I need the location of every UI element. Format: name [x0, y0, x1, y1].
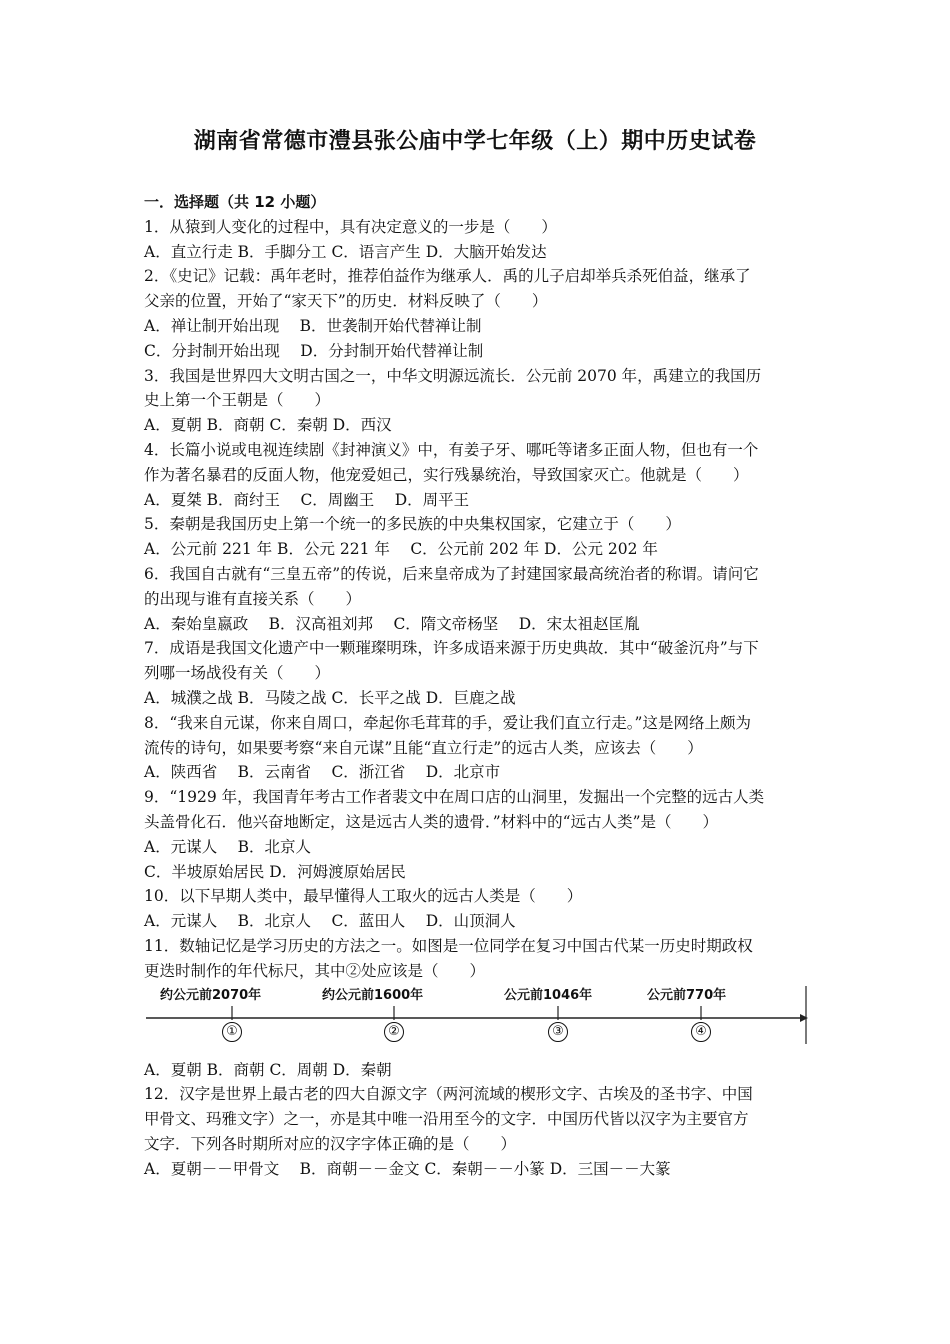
question-2 — [144, 264, 812, 363]
question-stem: 父亲的位置，开始了“家天下”的历史．材料反映了（ ） — [144, 292, 548, 311]
question-options: A．元谋人 B．北京人 C．蓝田人 D．山顶洞人 — [144, 912, 516, 931]
exam-title: 湖南省常德市澧县张公庙中学七年级（上）期中历史试卷 — [193, 129, 757, 154]
question-stem: 的出现与谁有直接关系（ ） — [144, 589, 362, 608]
question-stem: 6．我国自古就有“三皇五帝”的传说，后来皇帝成为了封建国家最高统治者的称谓。请问它 — [144, 564, 759, 583]
question-options: A．禅让制开始出现 B．世袭制开始代替禅让制 — [144, 316, 482, 335]
question-11 — [144, 934, 812, 1082]
timeline-figure — [144, 984, 810, 1048]
question-stem: 流传的诗句，如果要考察“来自元谋”且能“直立行走”的远古人类，应该去（ ） — [144, 738, 703, 757]
question-8 — [144, 711, 812, 785]
question-stem: 更迭时制作的年代标尺，其中②处应该是（ ） — [144, 961, 486, 980]
question-stem: 9．“1929 年，我国青年考古工作者裴文中在周口店的山洞里，发掘出一个完整的远古人类 — [144, 788, 765, 807]
timeline-marker-3: ③ — [548, 1022, 568, 1042]
question-10 — [144, 884, 812, 934]
question-options: A．公元前 221 年 B．公元 221 年 C．公元前 202 年 D．公元 202 年 — [144, 540, 658, 559]
timeline-label-1: 约公元前2070年 — [160, 987, 262, 1003]
question-options: A．陕西省 B．云南省 C．浙江省 D．北京市 — [144, 763, 501, 782]
timeline-arrow-head — [800, 1014, 808, 1022]
question-6 — [144, 562, 812, 636]
question-stem: 5．秦朝是我国历史上第一个统一的多民族的中央集权国家，它建立于（ ） — [144, 515, 681, 534]
question-stem: 3．我国是世界四大文明古国之一，中华文明源远流长．公元前 2070 年，禹建立的我国历 — [144, 366, 762, 385]
question-options: A．夏朝 B．商朝 C．秦朝 D．西汉 — [144, 416, 392, 435]
timeline-marker-1: ① — [222, 1022, 242, 1042]
section-heading: 一．选择题（共 12 小题） — [144, 193, 326, 211]
timeline-marker-4: ④ — [691, 1022, 711, 1042]
question-stem: 2．《史记》记载：禹年老时，推荐伯益作为继承人．禹的儿子启却举兵杀死伯益，继承了 — [144, 267, 751, 286]
question-options: A．直立行走 B．手脚分工 C．语言产生 D．大脑开始发达 — [144, 242, 547, 261]
timeline-label-3: 公元前1046年 — [504, 987, 593, 1003]
question-1 — [144, 215, 812, 265]
question-options: C．分封制开始出现 D．分封制开始代替禅让制 — [144, 341, 484, 360]
timeline-label-4: 公元前770年 — [647, 987, 727, 1003]
question-stem: 11．数轴记忆是学习历史的方法之一。如图是一位同学在复习中国古代某一历史时期政权 — [144, 936, 753, 955]
question-3 — [144, 364, 812, 438]
timeline-marker-2: ② — [384, 1022, 404, 1042]
question-9 — [144, 785, 812, 884]
question-stem: 1．从猿到人变化的过程中，具有决定意义的一步是（ ） — [144, 217, 557, 236]
question-stem: 作为著名暴君的反面人物，他宠爱妲己，实行残暴统治，导致国家灭亡。他就是（ ） — [144, 465, 749, 484]
question-options: A．元谋人 B．北京人 — [144, 837, 312, 856]
question-options: A．夏朝－－甲骨文 B．商朝－－金文 C．秦朝－－小篆 D．三国－－大篆 — [144, 1159, 671, 1178]
question-stem: 列哪一场战役有关（ ） — [144, 664, 331, 683]
exam-body — [144, 190, 812, 1181]
question-stem: 7．成语是我国文化遗产中一颗璀璨明珠，许多成语来源于历史典故．其中“破釜沉舟”与下 — [144, 639, 759, 658]
question-stem: 4．长篇小说或电视连续剧《封神演义》中，有姜子牙、哪吒等诸多正面人物，但也有一个 — [144, 440, 759, 459]
question-options: A．夏朝 B．商朝 C．周朝 D．秦朝 — [144, 1060, 392, 1079]
question-stem: 文字．下列各时期所对应的汉字字体正确的是（ ） — [144, 1134, 517, 1153]
question-options: A．城濮之战 B．马陵之战 C．长平之战 D．巨鹿之战 — [144, 688, 516, 707]
question-stem: 10．以下早期人类中，最早懂得人工取火的远古人类是（ ） — [144, 887, 583, 906]
question-stem: 8．“我来自元谋，你来自周口，牵起你毛茸茸的手，爱让我们直立行走。”这是网络上颇为 — [144, 713, 751, 732]
question-5 — [144, 512, 812, 562]
question-4 — [144, 438, 812, 512]
question-stem: 头盖骨化石．他兴奋地断定，这是远古人类的遗骨．”材料中的“远古人类”是（ ） — [144, 812, 719, 831]
question-stem: 史上第一个王朝是（ ） — [144, 391, 331, 410]
timeline-label-2: 约公元前1600年 — [322, 987, 424, 1003]
question-stem: 甲骨文、玛雅文字）之一，亦是其中唯一沿用至今的文字．中国历代皆以汉字为主要官方 — [144, 1110, 749, 1129]
question-options: A．夏桀 B．商纣王 C．周幽王 D．周平王 — [144, 490, 470, 509]
question-12 — [144, 1082, 812, 1181]
question-stem: 12．汉字是世界上最古老的四大自源文字（两河流域的楔形文字、古埃及的圣书字、中国 — [144, 1085, 753, 1104]
question-options: C．半坡原始居民 D．河姆渡原始居民 — [144, 862, 406, 881]
question-7 — [144, 636, 812, 710]
question-options: A．秦始皇嬴政 B．汉高祖刘邦 C．隋文帝杨坚 D．宋太祖赵匡胤 — [144, 614, 640, 633]
